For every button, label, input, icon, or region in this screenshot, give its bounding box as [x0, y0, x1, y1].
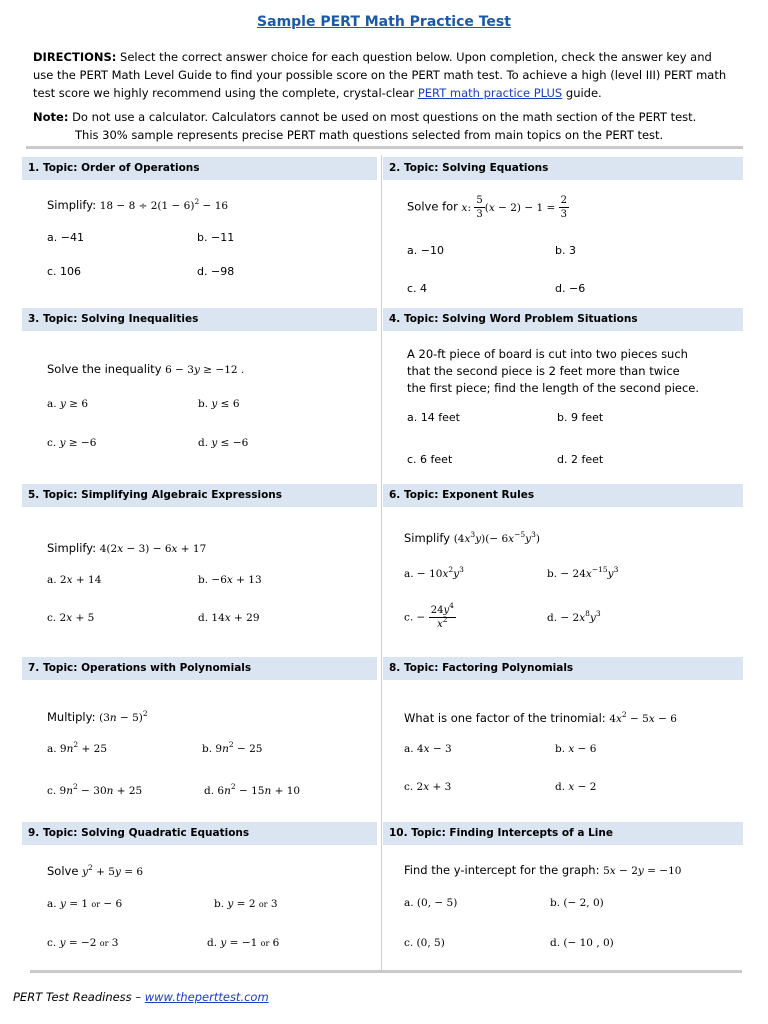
question-8-expression: $4x^2 - 5x - 6$: [609, 710, 677, 725]
question-3-header: 3. Topic: Solving Inequalities: [22, 308, 377, 331]
question-10-option-b[interactable]: b. (− 2, 0): [550, 897, 604, 909]
question-9-option-d[interactable]: d. y = −1 or 6: [207, 937, 280, 949]
footer-text: PERT Test Readiness –: [13, 990, 145, 1004]
question-6-option-c[interactable]: c. − $\frac{24y^4}{x^2}$: [404, 601, 454, 630]
question-7-expression: $(3n - 5)^2$: [99, 709, 148, 724]
question-3-option-b[interactable]: b. y ≤ 6: [198, 398, 240, 410]
note-line-2: This 30% sample represents precise PERT math questions selected from main topics on the PERT test.: [75, 128, 664, 142]
question-2-label: Solve for: [407, 199, 458, 214]
question-10-label: Find the y-intercept for the graph:: [404, 863, 600, 877]
question-3-prompt: [47, 362, 244, 376]
question-5-option-b[interactable]: b. −6x + 13: [198, 574, 262, 586]
question-1-option-a[interactable]: a. −41: [47, 231, 84, 244]
question-9-option-b[interactable]: b. y = 2 or 3: [214, 898, 278, 910]
question-4-prompt: [407, 346, 727, 397]
directions-label: DIRECTIONS:: [33, 50, 117, 64]
bottom-divider: [30, 970, 742, 973]
question-6-expression: $(4x^3y)(- 6x^{-5}y^3)$: [453, 530, 540, 545]
question-5-option-a[interactable]: a. 2x + 14: [47, 574, 102, 586]
question-7-option-b[interactable]: b. $9n^2 - 25$: [202, 740, 263, 755]
question-6-prompt: [404, 531, 540, 545]
question-2-option-c[interactable]: c. 4: [407, 282, 428, 295]
question-4-option-c[interactable]: c. 6 feet: [407, 453, 453, 466]
question-5-prompt: [47, 541, 206, 555]
note-label: Note:: [33, 110, 69, 124]
question-7-option-a[interactable]: a. $9n^2 + 25$: [47, 740, 108, 755]
question-3-option-c[interactable]: c. y ≥ −6: [47, 437, 97, 449]
column-divider: [381, 155, 382, 970]
question-4-option-a[interactable]: a. 14 feet: [407, 411, 460, 424]
question-7-prompt: [47, 710, 148, 724]
question-1-prompt: [47, 198, 228, 212]
top-divider: [26, 146, 743, 149]
question-10-option-a[interactable]: a. (0, − 5): [404, 897, 458, 909]
question-8-option-c[interactable]: c. 2x + 3: [404, 781, 452, 793]
question-8-option-a[interactable]: a. 4x − 3: [404, 743, 452, 755]
question-4-option-b[interactable]: b. 9 feet: [557, 411, 604, 424]
question-4-header: 4. Topic: Solving Word Problem Situations: [383, 308, 743, 331]
question-6-header: 6. Topic: Exponent Rules: [383, 484, 743, 507]
question-7-option-d[interactable]: d. $6n^2 - 15n + 10$: [204, 782, 301, 797]
question-1-expression: $18 - 8 \div 2(1 - 6)^2 - 16$: [99, 197, 229, 212]
question-5-label: Simplify:: [47, 541, 97, 555]
question-8-option-b[interactable]: b. x − 6: [555, 743, 597, 755]
question-3-option-d[interactable]: d. y ≤ −6: [198, 437, 249, 449]
question-7-label: Multiply:: [47, 710, 96, 724]
question-5-option-c[interactable]: c. 2x + 5: [47, 612, 95, 624]
footer-link[interactable]: www.theperttest.com: [144, 990, 269, 1004]
question-9-label: Solve: [47, 864, 79, 878]
question-9-expression: $y^2 + 5y = 6$: [82, 863, 144, 878]
directions-text-end: guide.: [562, 86, 602, 100]
question-10-header: 10. Topic: Finding Intercepts of a Line: [383, 822, 743, 845]
question-8-label: What is one factor of the trinomial:: [404, 711, 606, 725]
question-8-header: 8. Topic: Factoring Polynomials: [383, 657, 743, 680]
question-9-option-c[interactable]: c. y = −2 or 3: [47, 937, 119, 949]
question-10-expression: 5x − 2y = −10: [603, 865, 682, 877]
note-line-1: Do not use a calculator. Calculators cannot be used on most questions on the math section of the PERT test.: [72, 110, 697, 124]
directions-paragraph: [33, 48, 733, 102]
directions-text: Select the correct answer choice for each question below. Upon completion, check the answer key and use the PERT Math Level Guide to find your possible score on the PERT math test. To achieve a high (level III) PERT math test score we highly recommend using the complete, crystal-clear: [33, 50, 727, 100]
question-5-option-d[interactable]: d. 14x + 29: [198, 612, 260, 624]
question-10-option-d[interactable]: d. (− 10 , 0): [550, 937, 614, 949]
question-6-option-b[interactable]: b. − $24x^{-15}y^3$: [547, 565, 619, 580]
question-4-option-d[interactable]: d. 2 feet: [557, 453, 604, 466]
question-1-header: 1. Topic: Order of Operations: [22, 157, 377, 180]
question-2-option-b[interactable]: b. 3: [555, 244, 576, 257]
question-2-header: 2. Topic: Solving Equations: [383, 157, 743, 180]
question-7-option-c[interactable]: c. $9n^2 - 30n + 25$: [47, 782, 143, 797]
question-4-line-2: that the second piece is 2 feet more than twice: [407, 364, 680, 378]
question-1-option-c[interactable]: c. 106: [47, 265, 82, 278]
question-3-expression: 6 − 3y ≥ −12 .: [165, 364, 245, 376]
note-paragraph: [33, 108, 733, 144]
question-3-option-a[interactable]: a. y ≥ 6: [47, 398, 89, 410]
page-title: Sample PERT Math Practice Test: [257, 14, 511, 30]
question-1-option-b[interactable]: b. −11: [197, 231, 235, 244]
question-8-option-d[interactable]: d. x − 2: [555, 781, 597, 793]
question-5-header: 5. Topic: Simplifying Algebraic Expressions: [22, 484, 377, 507]
question-1-option-d[interactable]: d. −98: [197, 265, 235, 278]
question-9-header: 9. Topic: Solving Quadratic Equations: [22, 822, 377, 845]
question-6-option-a[interactable]: a. − $10x^2y^3$: [404, 565, 464, 580]
question-3-label: Solve the inequality: [47, 362, 162, 376]
question-4-line-3: the first piece; find the length of the second piece.: [407, 381, 700, 395]
question-2-option-a[interactable]: a. −10: [407, 244, 444, 257]
question-6-label: Simplify: [404, 531, 451, 545]
question-10-prompt: [404, 863, 681, 877]
question-9-option-a[interactable]: a. y = 1 or − 6: [47, 898, 123, 910]
question-2-prompt: [407, 194, 569, 221]
question-6-option-d[interactable]: d. − $2x^8y^3$: [547, 609, 601, 624]
pert-plus-link[interactable]: PERT math practice PLUS: [417, 86, 563, 100]
question-2-expression: x: $\frac{5}{3}$ (x − 2) − 1 = $\frac{2}{3}$: [461, 195, 568, 220]
question-9-prompt: [47, 864, 143, 878]
question-4-line-1: A 20-ft piece of board is cut into two pieces such: [407, 347, 688, 361]
question-2-option-d[interactable]: d. −6: [555, 282, 586, 295]
question-7-header: 7. Topic: Operations with Polynomials: [22, 657, 377, 680]
footer: [13, 990, 269, 1004]
question-8-prompt: [404, 711, 677, 725]
question-10-option-c[interactable]: c. (0, 5): [404, 937, 445, 949]
question-1-label: Simplify:: [47, 198, 97, 212]
question-5-expression: 4(2x − 3) − 6x + 17: [99, 543, 207, 555]
